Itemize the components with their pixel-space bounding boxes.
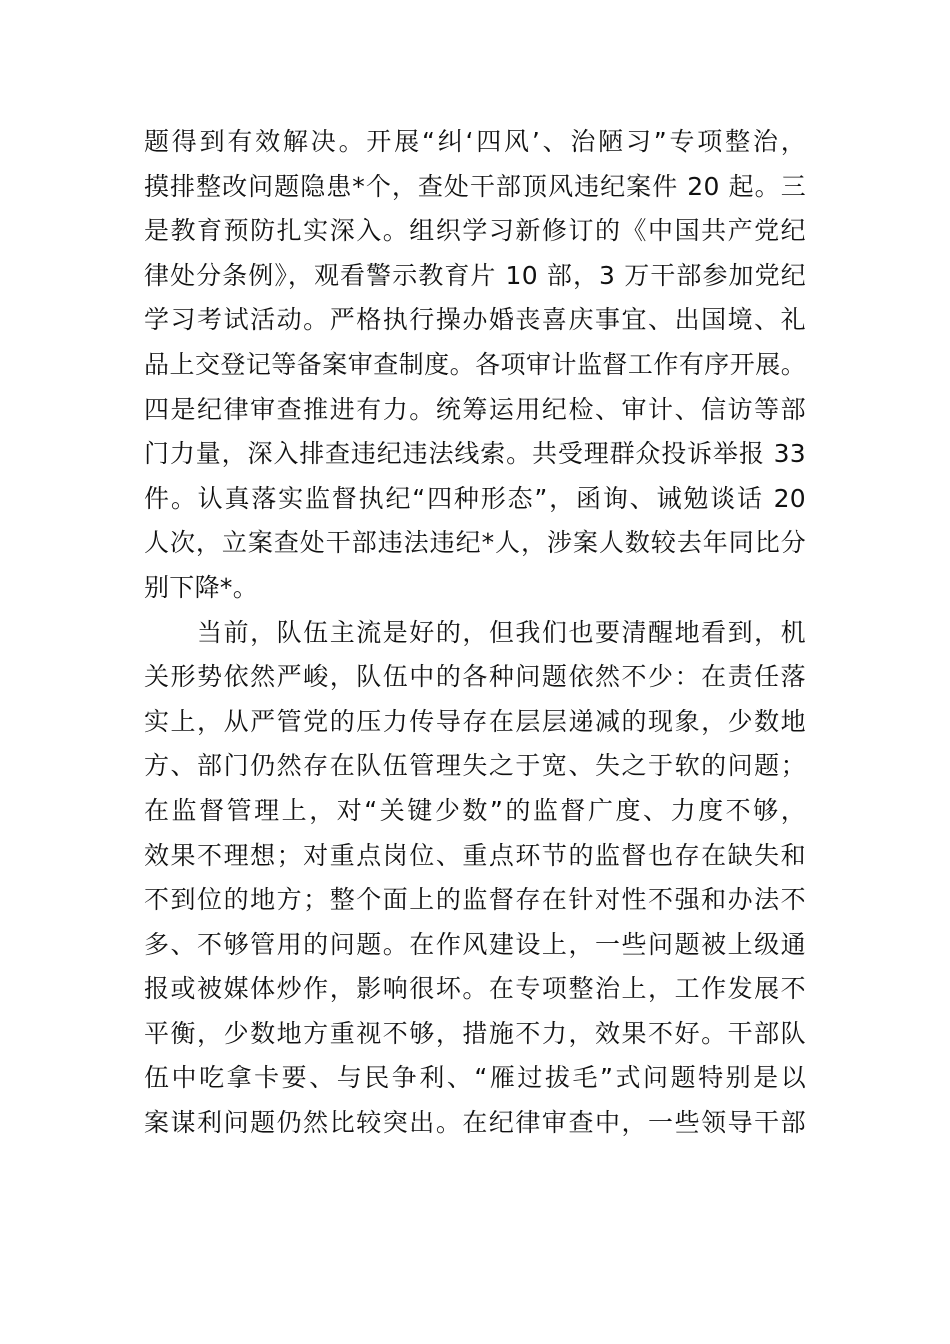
text-line: 关形势依然严峻，队伍中的各种问题依然不少：在责任落 [144, 662, 806, 692]
text-line: 四是纪律审查推进有力。统筹运用纪检、审计、信访等部 [144, 394, 806, 424]
text-line: 平衡，少数地方重视不够，措施不力，效果不好。干部队 [144, 1018, 806, 1048]
body-text [144, 120, 806, 1146]
text-line: 实上，从严管党的压力传导存在层层递减的现象，少数地 [144, 706, 806, 736]
text-line: 多、不够管用的问题。在作风建设上，一些问题被上级通 [144, 929, 806, 959]
text-line: 方、部门仍然存在队伍管理失之于宽、失之于软的问题； [144, 751, 806, 781]
text-line: 品上交登记等备案审查制度。各项审计监督工作有序开展。 [144, 349, 806, 379]
text-line: 在监督管理上，对“关键少数”的监督广度、力度不够， [144, 795, 806, 825]
text-line: 伍中吃拿卡要、与民争利、“雁过拔毛”式问题特别是以 [144, 1063, 806, 1093]
text-line: 当前，队伍主流是好的，但我们也要清醒地看到，机 [144, 617, 806, 647]
text-line: 效果不理想；对重点岗位、重点环节的监督也存在缺失和 [144, 840, 806, 870]
text-line: 是教育预防扎实深入。组织学习新修订的《中国共产党纪 [144, 216, 806, 246]
text-line: 学习考试活动。严格执行操办婚丧喜庆事宜、出国境、礼 [144, 305, 806, 335]
text-line: 题得到有效解决。开展“纠‘四风’、治陋习”专项整治， [144, 127, 806, 156]
text-line: 门力量，深入排查违纪违法线索。共受理群众投诉举报 33 [144, 439, 806, 469]
text-line: 报或被媒体炒作，影响很坏。在专项整治上，工作发展不 [144, 974, 806, 1004]
text-line: 不到位的地方；整个面上的监督存在针对性不强和办法不 [144, 885, 806, 915]
text-line: 件。认真落实监督执纪“四种形态”，函询、诫勉谈话 20 [144, 483, 806, 513]
text-line: 摸排整改问题隐患*个，查处干部顶风违纪案件 20 起。三 [144, 171, 806, 201]
text-line: 律处分条例》，观看警示教育片 10 部，3 万干部参加党纪 [144, 260, 806, 290]
text-line: 人次，立案查处干部违法违纪*人，涉案人数较去年同比分 [144, 528, 806, 558]
text-line: 案谋利问题仍然比较突出。在纪律审查中，一些领导干部 [144, 1108, 806, 1138]
text-line: 别下降*。 [144, 572, 259, 602]
